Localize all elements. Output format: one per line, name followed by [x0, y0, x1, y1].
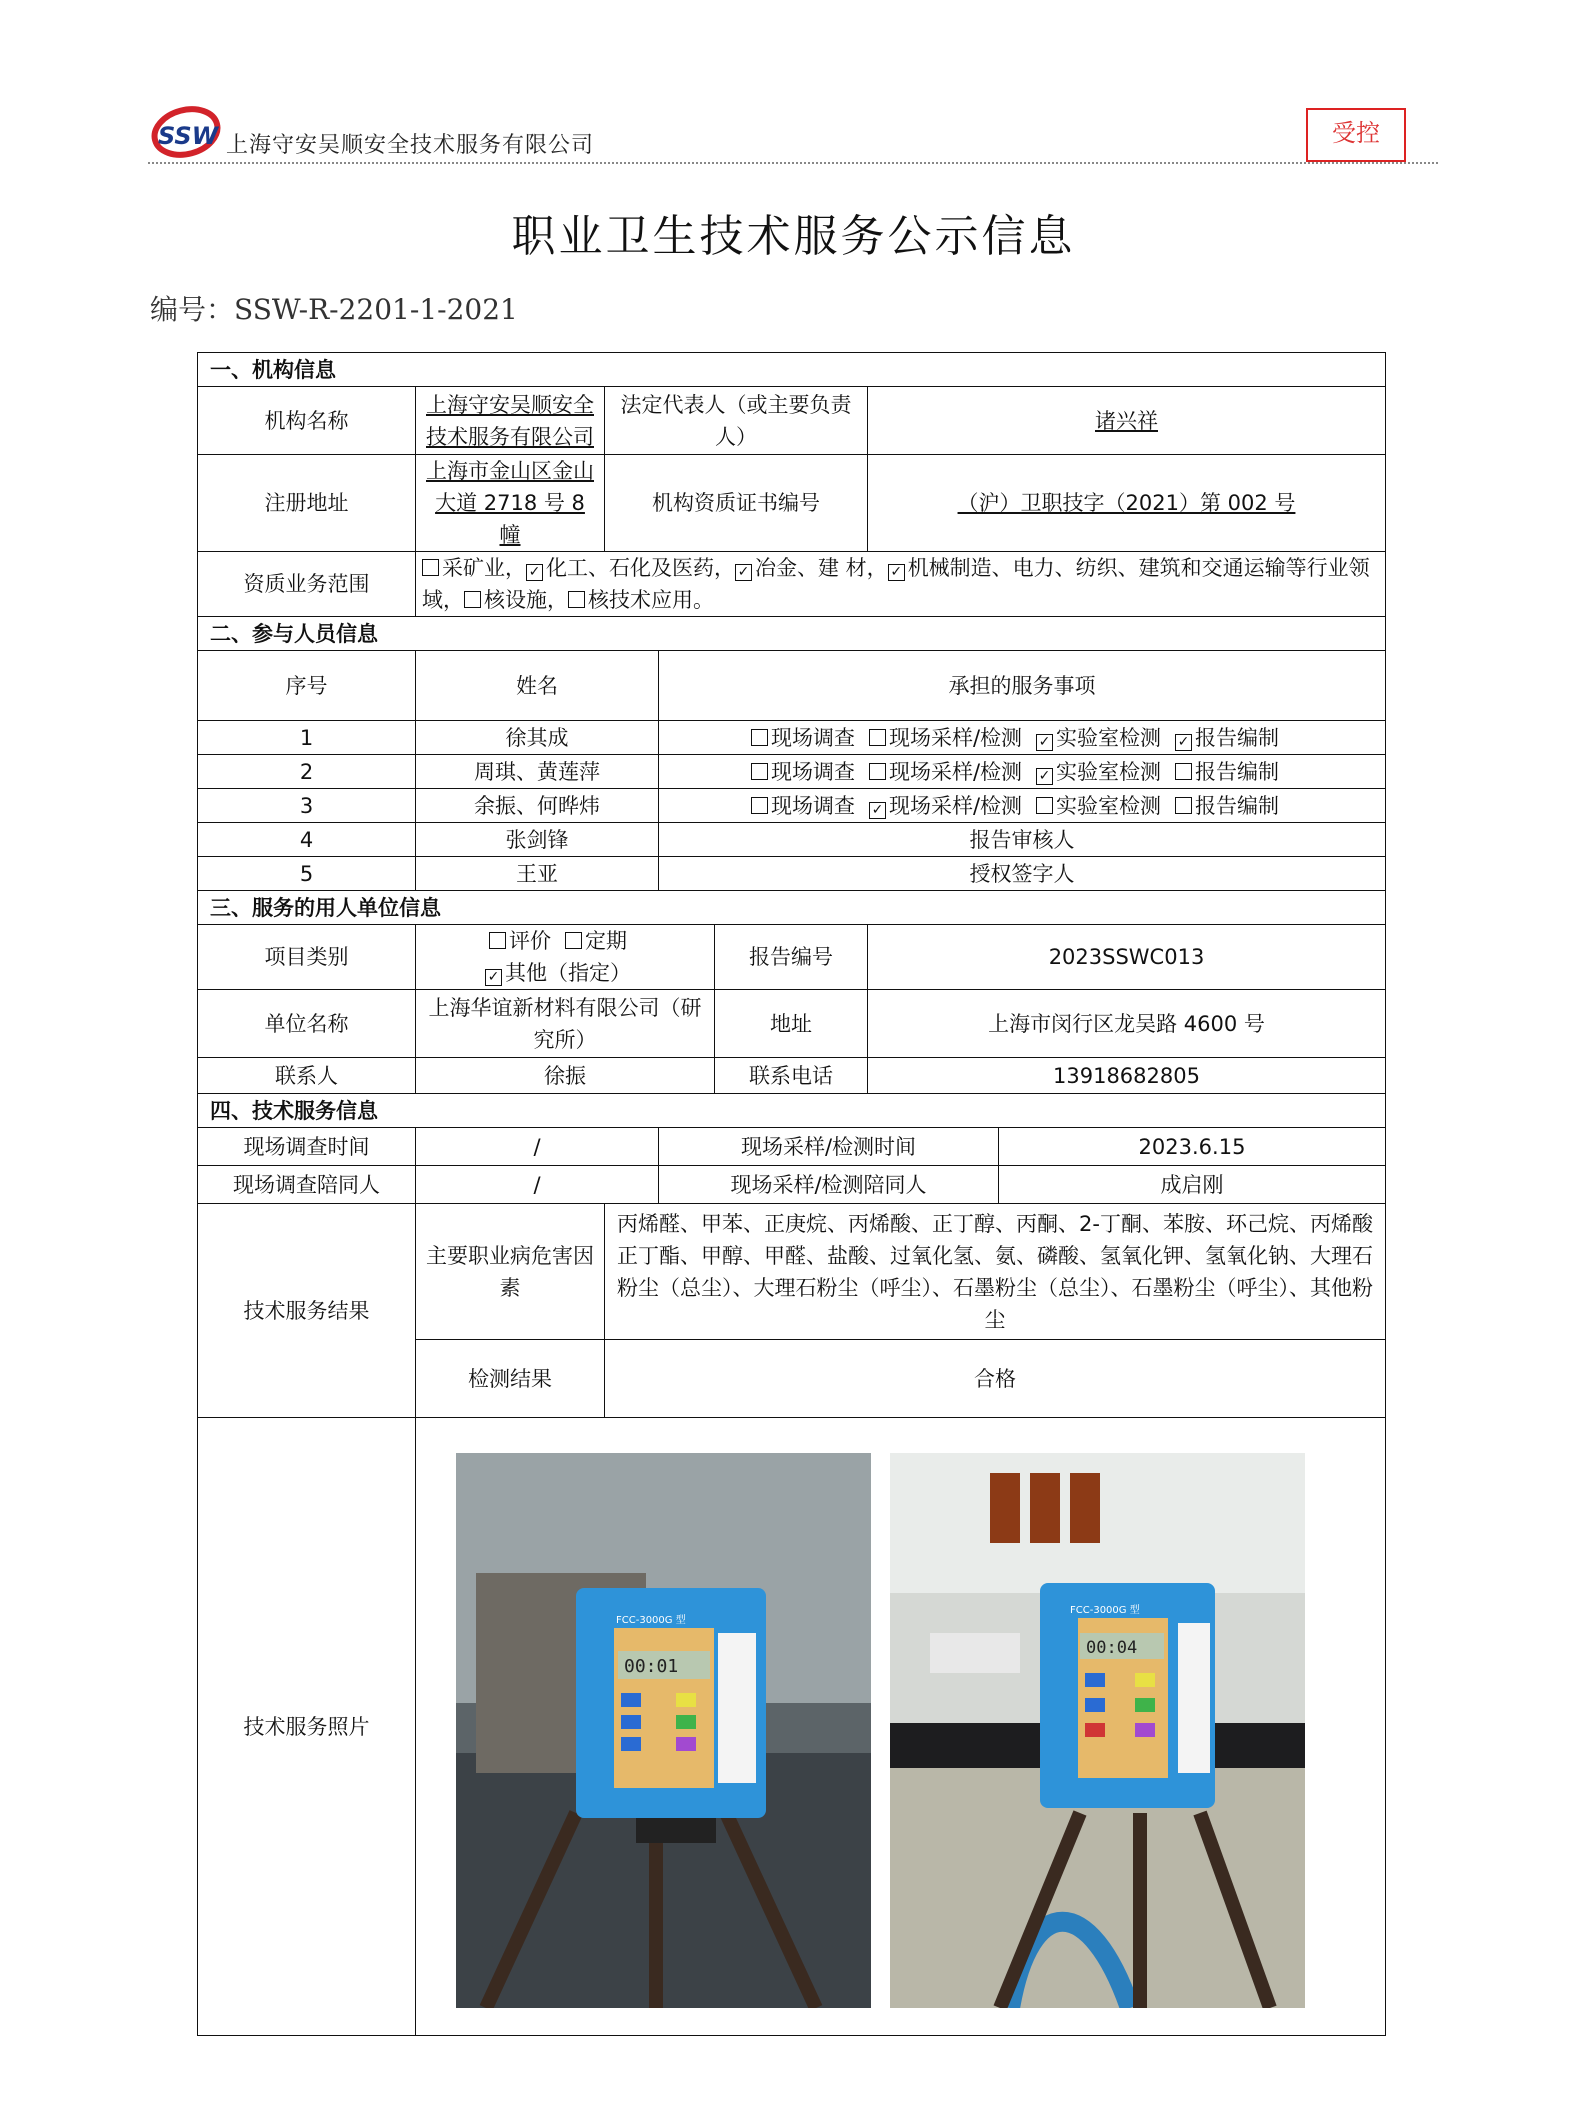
staff-name: 王亚	[416, 857, 659, 891]
hazards-label: 主要职业病危害因素	[416, 1204, 605, 1340]
staff-service-items	[659, 721, 1386, 755]
unit-address-label: 地址	[715, 990, 868, 1058]
svg-text:00:01: 00:01	[624, 1656, 679, 1677]
result-label: 技术服务结果	[198, 1204, 416, 1418]
page-header	[148, 92, 1438, 164]
service-option	[1036, 760, 1161, 784]
page-title: 职业卫生技术服务公示信息	[511, 211, 1076, 262]
org-name-value: 上海守安吴顺安全技术服务有限公司	[416, 387, 605, 455]
scope-option-label: 冶金、建 材，	[755, 556, 888, 580]
staff-name: 周琪、黄莲萍	[416, 755, 659, 789]
table-row	[198, 755, 1386, 789]
staff-no: 2	[198, 755, 416, 789]
scope-option	[568, 588, 714, 612]
staff-no: 1	[198, 721, 416, 755]
sampling-escort-value: 成启刚	[999, 1166, 1386, 1204]
project-type-label: 项目类别	[198, 925, 416, 990]
service-option	[1036, 794, 1161, 818]
staff-no: 3	[198, 789, 416, 823]
section3-heading: 三、服务的用人单位信息	[198, 891, 1386, 925]
legal-rep-value: 诸兴祥	[868, 387, 1386, 455]
svg-text:00:04: 00:04	[1086, 1638, 1138, 1658]
staff-name: 徐其成	[416, 721, 659, 755]
project-type-option	[565, 929, 627, 953]
service-option	[869, 794, 1022, 818]
checkbox-icon: ✓	[1175, 734, 1192, 751]
service-option	[1175, 760, 1279, 784]
service-option-label: 报告编制	[1195, 725, 1280, 750]
table-row	[198, 823, 1386, 857]
contact-value: 徐振	[416, 1058, 715, 1094]
section2-heading: 二、参与人员信息	[198, 617, 1386, 651]
address-value: 上海市金山区金山大道 2718 号 8 幢	[416, 455, 605, 552]
checkbox-icon	[489, 932, 506, 949]
staff-no: 4	[198, 823, 416, 857]
phone-label: 联系电话	[715, 1058, 868, 1094]
checkbox-icon	[565, 932, 582, 949]
staff-name: 张剑锋	[416, 823, 659, 857]
org-name-label: 机构名称	[198, 387, 416, 455]
checkbox-icon: ✓	[1036, 768, 1053, 785]
section1-heading: 一、机构信息	[198, 353, 1386, 387]
service-option-label: 报告编制	[1195, 759, 1280, 784]
service-option	[751, 760, 855, 784]
scope-option-label: 采矿业，	[442, 556, 526, 580]
service-option-label: 报告编制	[1195, 793, 1280, 818]
checkbox-icon	[1036, 797, 1053, 814]
service-option-label: 实验室检测	[1056, 793, 1162, 818]
sampler-photo-1	[456, 1453, 871, 2008]
scope-option	[526, 556, 735, 580]
service-option-label: 现场调查	[770, 759, 855, 784]
checkbox-icon: ✓	[888, 564, 905, 581]
checkbox-icon	[464, 591, 481, 608]
checkbox-icon: ✓	[735, 564, 752, 581]
survey-time-label: 现场调查时间	[198, 1128, 416, 1166]
checkbox-icon	[568, 591, 585, 608]
table-row	[198, 857, 1386, 891]
info-table	[197, 352, 1386, 2036]
section4-heading: 四、技术服务信息	[198, 1094, 1386, 1128]
service-option	[869, 726, 1022, 750]
sampling-time-label: 现场采样/检测时间	[659, 1128, 999, 1166]
checkbox-icon	[751, 763, 768, 780]
checkbox-icon: ✓	[526, 564, 543, 581]
report-no-value: 2023SSWC013	[868, 925, 1386, 990]
staff-service-items	[659, 755, 1386, 789]
photos-cell	[416, 1418, 1386, 2036]
checkbox-icon: ✓	[869, 802, 886, 819]
scope-option-label: 核设施，	[484, 588, 568, 612]
staff-role: 报告审核人	[659, 823, 1386, 857]
hazards-value: 丙烯醛、甲苯、正庚烷、丙烯酸、正丁醇、丙酮、2-丁酮、苯胺、环己烷、丙烯酸正丁酯、甲醇、甲醛、盐酸、过氧化氢、氨、磷酸、氢氧化钾、氢氧化钠、大理石粉尘（总尘）、大理石粉尘（呼尘）、石墨粉尘（总尘）、石墨粉尘（呼尘）、其他粉尘	[605, 1204, 1386, 1340]
svg-text:SSW: SSW	[158, 122, 219, 150]
svg-text:FCC-3000G 型: FCC-3000G 型	[1070, 1605, 1140, 1616]
photos-label: 技术服务照片	[198, 1418, 416, 2036]
contact-label: 联系人	[198, 1058, 416, 1094]
service-option-label: 现场调查	[770, 725, 855, 750]
staff-name: 余振、何晔炜	[416, 789, 659, 823]
col-items-header: 承担的服务事项	[659, 651, 1386, 721]
svg-text:FCC-3000G 型: FCC-3000G 型	[616, 1615, 686, 1626]
phone-value: 13918682805	[868, 1058, 1386, 1094]
test-result-label: 检测结果	[416, 1340, 605, 1418]
scope-label: 资质业务范围	[198, 552, 416, 617]
service-option-label: 现场调查	[770, 793, 855, 818]
checkbox-icon: ✓	[485, 969, 502, 986]
company-name: 上海守安吴顺安全技术服务有限公司	[226, 133, 595, 158]
project-type-label: 定期	[585, 929, 627, 953]
checkbox-icon	[422, 559, 439, 576]
table-row	[198, 789, 1386, 823]
checkbox-icon	[1175, 763, 1192, 780]
staff-service-items	[659, 789, 1386, 823]
service-option-label: 现场采样/检测	[888, 793, 1023, 818]
checkbox-icon	[751, 797, 768, 814]
checkbox-icon	[751, 729, 768, 746]
survey-time-value: /	[416, 1128, 659, 1166]
service-option	[1036, 726, 1161, 750]
test-result-value: 合格	[605, 1340, 1386, 1418]
company-logo	[148, 92, 228, 164]
controlled-stamp: 受控	[1306, 108, 1406, 162]
col-name-header: 姓名	[416, 651, 659, 721]
scope-value	[416, 552, 1386, 617]
survey-escort-label: 现场调查陪同人	[198, 1166, 416, 1204]
scope-option-label: 核技术应用。	[588, 588, 714, 612]
survey-escort-value: /	[416, 1166, 659, 1204]
header-divider	[148, 162, 1438, 164]
project-type-label: 其他（指定）	[505, 961, 631, 985]
service-option-label: 实验室检测	[1056, 759, 1162, 784]
address-label: 注册地址	[198, 455, 416, 552]
service-option	[1175, 726, 1279, 750]
service-option-label: 实验室检测	[1056, 725, 1162, 750]
service-option	[1175, 794, 1279, 818]
service-option-label: 现场采样/检测	[888, 725, 1023, 750]
service-option	[751, 726, 855, 750]
project-type-label: 评价	[509, 929, 551, 953]
report-no-label: 报告编号	[715, 925, 868, 990]
scope-option-label: 机械制造、电力、纺织、建筑和交通运输等行业领域，	[422, 556, 1370, 612]
scope-option	[735, 556, 888, 580]
cert-value: （沪）卫职技字（2021）第 002 号	[868, 455, 1386, 552]
project-type-value	[416, 925, 715, 990]
sampling-escort-label: 现场采样/检测陪同人	[659, 1166, 999, 1204]
table-row	[198, 721, 1386, 755]
service-option	[869, 760, 1022, 784]
sampling-time-value: 2023.6.15	[999, 1128, 1386, 1166]
unit-address-value: 上海市闵行区龙吴路 4600 号	[868, 990, 1386, 1058]
checkbox-icon	[869, 763, 886, 780]
col-no-header: 序号	[198, 651, 416, 721]
scope-option	[464, 588, 568, 612]
staff-no: 5	[198, 857, 416, 891]
document-number: 编号：SSW-R-2201-1-2021	[150, 293, 518, 326]
checkbox-icon	[869, 729, 886, 746]
unit-name-value: 上海华谊新材料有限公司（研究所）	[416, 990, 715, 1058]
checkbox-icon	[1175, 797, 1192, 814]
cert-label: 机构资质证书编号	[605, 455, 868, 552]
staff-role: 授权签字人	[659, 857, 1386, 891]
project-type-option	[485, 961, 631, 985]
project-type-option	[489, 929, 551, 953]
service-option-label: 现场采样/检测	[888, 759, 1023, 784]
unit-name-label: 单位名称	[198, 990, 416, 1058]
scope-option-label: 化工、石化及医药，	[546, 556, 735, 580]
checkbox-icon: ✓	[1036, 734, 1053, 751]
sampler-photo-2	[890, 1453, 1305, 2008]
scope-option	[422, 556, 526, 580]
legal-rep-label: 法定代表人（或主要负责人）	[605, 387, 868, 455]
service-option	[751, 794, 855, 818]
